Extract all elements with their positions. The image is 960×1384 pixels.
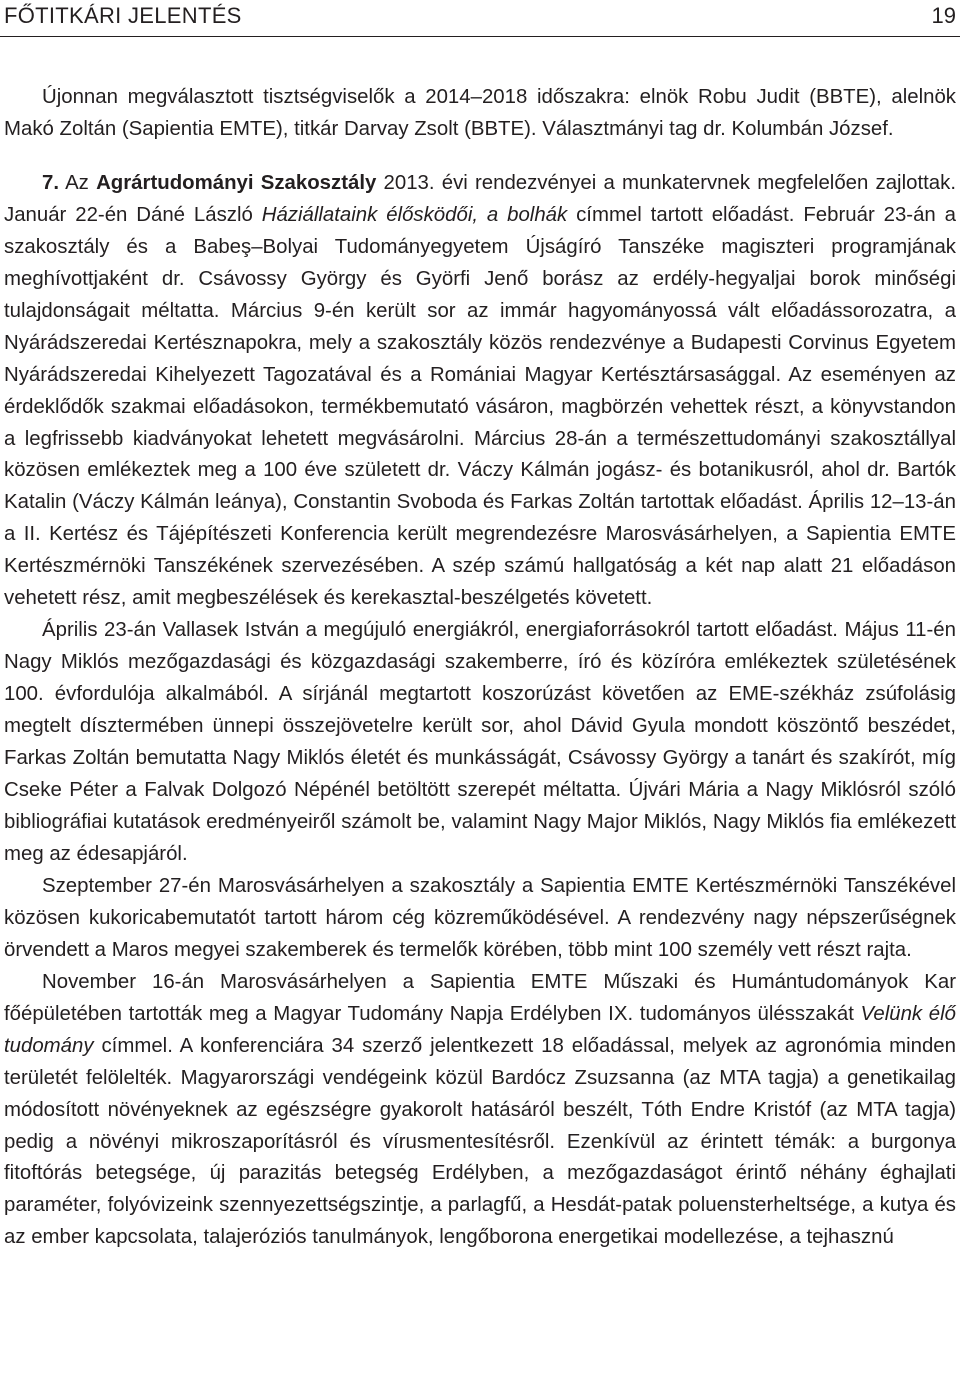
section-paragraph-1 [4, 168, 956, 615]
document-body [4, 82, 956, 1254]
paragraph-4-text-b: címmel. A konferenciára 34 szerző jelentkezett 18 előadással, melyek az agronómia minden területét felölelték. Magyarországi vendégeink közül Bardócz Zsuzsanna (az MTA tagja) a genetikailag módosított növényeknek az egészségre gyakorolt hatásáról beszélt, Tóth Endre Kristóf (az MTA tagja) pedig a növényi mikroszaporításról és vírusmentesítésről. Ezenkívül az érintett témák: a burgonya fitoftórás betegsége, új parazitás betegség Erdélyben, a mezőgazdaságot érintő néhány éghajlati paraméter, folyóvizeink szennyezettségszintje, a parlagfű, a Hesdát-patak poluensterheltsége, a kutya és az ember kapcsolata, talajeróziós tanulmányok, lengőborona energetikai modellezése, a tejhasznú [4, 1034, 956, 1249]
section-number: 7. [42, 171, 60, 194]
section-text-b: címmel tartott előadást. Február 23-án a szakosztály és a Babeş–Bolyai Tudományegyetem Újságíró Tanszéke magiszteri programjának meghívottjaként dr. Csávossy György és Györfi Jenő borász az erdély-hegyaljai borok minőségi tulajdonságait méltatta. Március 9-én került sor az immár hagyományossá vált előadássorozatra, a Nyárádszeredai Kertésznapokra, mely a szakosztály közös rendezvénye a Budapesti Corvinus Egyetem Nyárádszeredai Kihelyezett Tagozatával és a Romániai Magyar Kertésztársasággal. Az eseményen az érdeklődők szakmai előadásokon, termékbemutató vásáron, magbörzén vehettek részt, a könyvstandon a legfrissebb kiadványokat lehetett megvásárolni. Március 28-án a természettudományi szakosztállyal közösen emlékeztek meg a 100 éve született dr. Váczy Kálmán jogász- és botanikusról, ahol dr. Bartók Katalin (Váczy Kálmán leánya), Constantin Svoboda és Farkas Zoltán tartottak előadást. Április 12–13-án a II. Kertész és Tájépítészeti Konferencia került megrendezésre Marosvásárhelyen, a Sapientia EMTE Kertészmérnöki Tanszékének szervezésében. A szép számú hallgatóság a két nap alatt 21 előadáson vehetett rész, amit megbeszélések és kerekasztal-beszélgetés követett. [4, 203, 956, 610]
section-paragraph-3: Szeptember 27-én Marosvásárhelyen a szakosztály a Sapientia EMTE Kertészmérnöki Tanszékével közösen kukoricabemutatót tartott három cég közreműködésével. A rendezvény nagy népszerűségnek örvendett a Maros megyei szakemberek és termelők körében, több mint 100 személy vett részt rajta. [4, 874, 956, 961]
header-rule [0, 36, 960, 37]
section-title: Agrártudományi Szakosztály [96, 171, 377, 194]
section-paragraph-2: Április 23-án Vallasek István a megújuló energiákról, energiaforrásokról tartott előadást. Május 11-én Nagy Miklós mezőgazdasági és közgazdasági szakemberre, író és közíróra emlékeztek születésének 100. évfordulója alkalmából. A sírjánál megtartott koszorúzást követően az EME-székház zsúfolásig megtelt dísztermében ünnepi összejövetelre került sor, ahol Dávid Gyula mondott köszöntő beszédet, Farkas Zoltán bemutatta Nagy Miklós életét és munkásságát, Csávossy György a tanárt és szakírót, míg Cseke Péter a Falvak Dolgozó Népénél betöltött szerepét méltatta. Újvári Mária a Nagy Miklósról szóló bibliográfiai kutatások eredményeiről számolt be, valamint Nagy Major Miklós, Nagy Miklós fia emlékezett meg az édesapjáról. [4, 619, 956, 865]
lecture-title: Háziállataink élősködői, a bolhák [261, 203, 568, 226]
conference-title: Velünk élő tudomány [4, 1002, 956, 1057]
section-prefix: Az [59, 171, 97, 194]
page-number: 19 [931, 3, 956, 28]
section-text-a: 2013. évi rendezvényei a munkatervnek megfelelően zajlottak. Január 22-én Dáné László [4, 171, 956, 226]
page-header [0, 0, 960, 38]
running-header-title: FŐTITKÁRI JELENTÉS [4, 3, 242, 28]
intro-paragraph: Újonnan megválasztott tisztségviselők a 2014–2018 időszakra: elnök Robu Judit (BBTE), alelnök Makó Zoltán (Sapientia EMTE), titkár Darvay Zsolt (BBTE). Választmányi tag dr. Kolumbán József. [4, 86, 956, 140]
paragraph-4-text-a: November 16-án Marosvásárhelyen a Sapientia EMTE Műszaki és Humántudományok Kar főépületében tartották meg a Magyar Tudomány Napja Erdélyben IX. tudományos ülésszakát [4, 970, 956, 1025]
section-paragraph-4 [4, 967, 956, 1255]
